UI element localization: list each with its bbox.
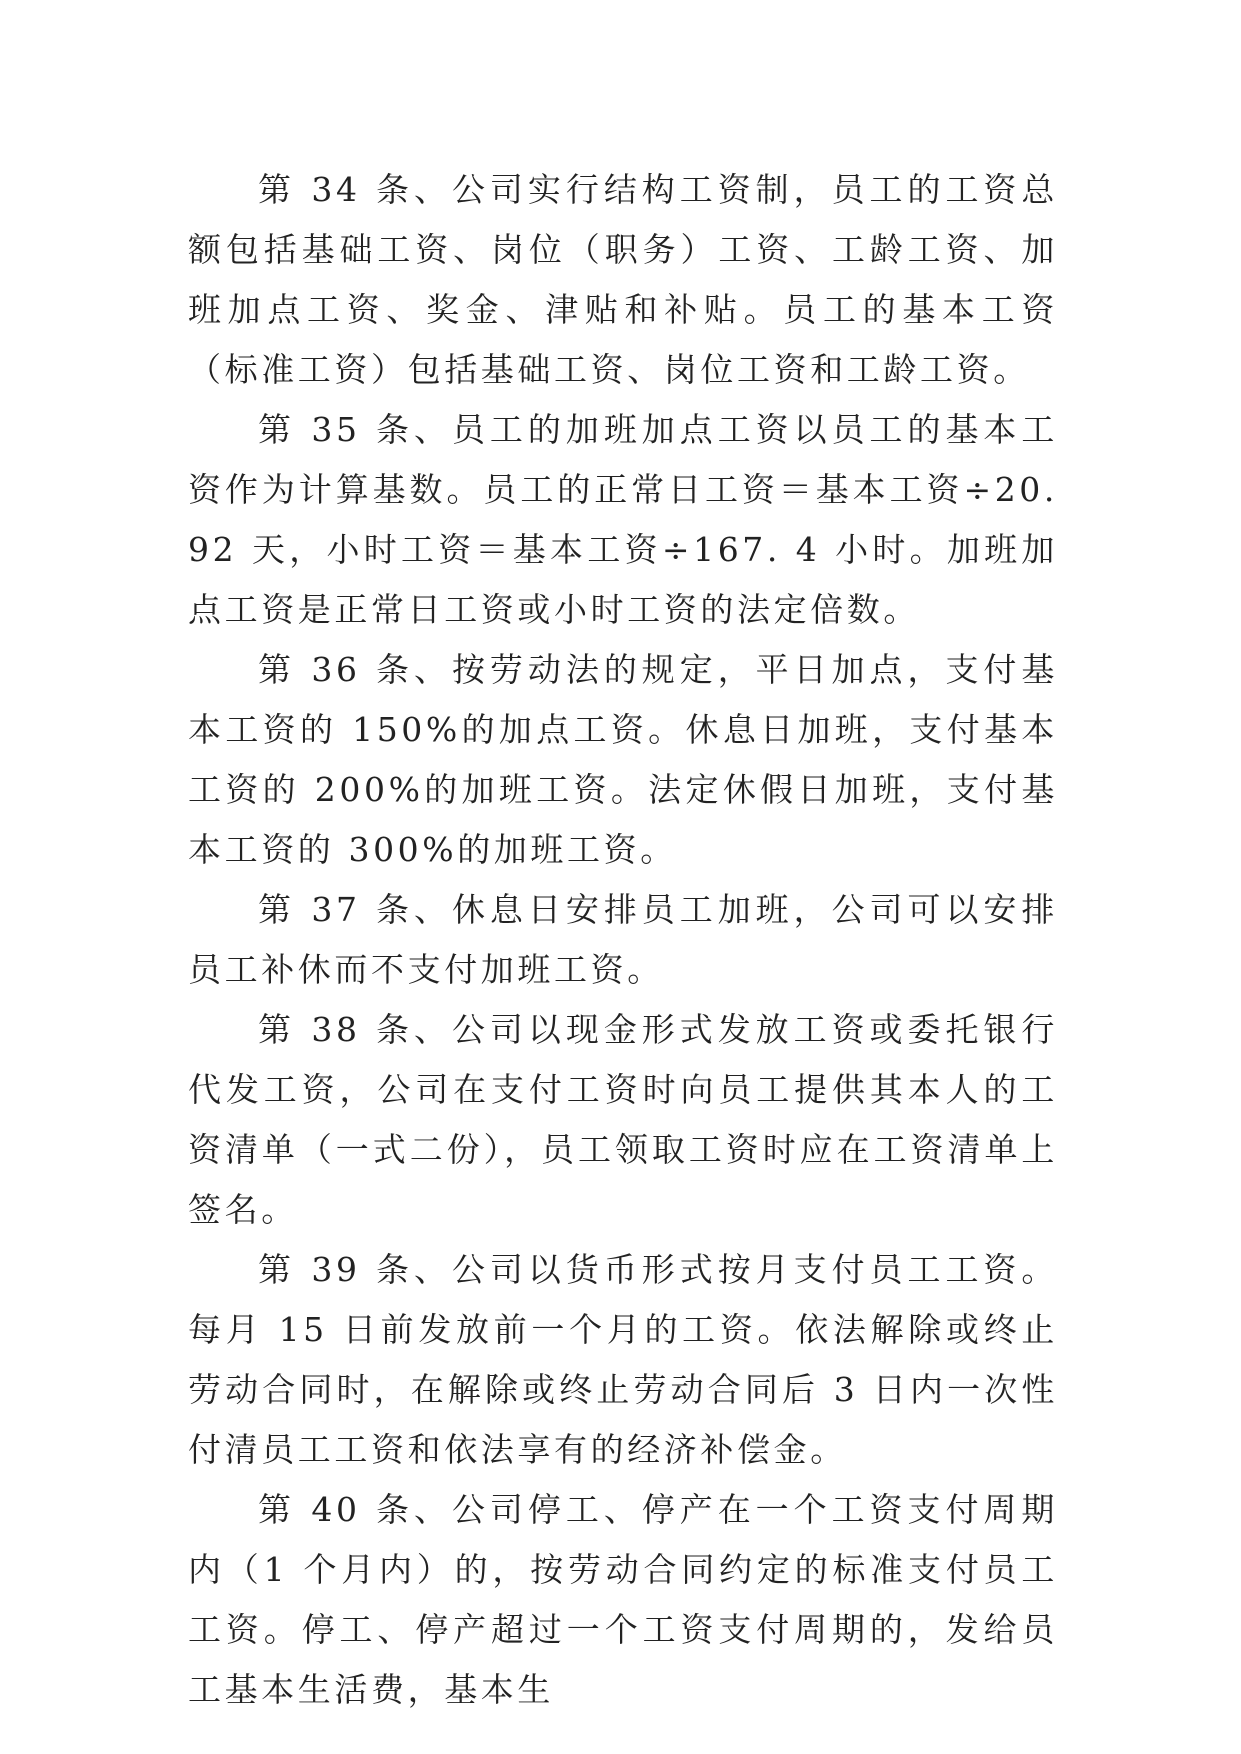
article-40-paragraph: 第 40 条、公司停工、停产在一个工资支付周期内（1 个月内）的，按劳动合同约定的标准支付员工工资。停工、停产超过一个工资支付周期的，发给员工基本生活费，基本生	[188, 1490, 1058, 1709]
document-body	[188, 160, 1058, 1720]
article-36-paragraph: 第 36 条、按劳动法的规定，平日加点，支付基本工资的 150%的加点工资。休息日加班，支付基本工资的 200%的加班工资。法定休假日加班，支付基本工资的 300%的加班工资。	[188, 650, 1058, 869]
article-39-paragraph: 第 39 条、公司以货币形式按月支付员工工资。每月 15 日前发放前一个月的工资。依法解除或终止劳动合同时，在解除或终止劳动合同后 3 日内一次性付清员工工资和依法享有的经济补偿金。	[188, 1250, 1058, 1469]
article-37-paragraph: 第 37 条、休息日安排员工加班，公司可以安排员工补休而不支付加班工资。	[188, 890, 1058, 989]
article-35-paragraph: 第 35 条、员工的加班加点工资以员工的基本工资作为计算基数。员工的正常日工资＝基本工资÷20. 92 天，小时工资＝基本工资÷167. 4 小时。加班加点工资是正常日工资或小时工资的法定倍数。	[188, 410, 1058, 629]
article-34-paragraph: 第 34 条、公司实行结构工资制，员工的工资总额包括基础工资、岗位（职务）工资、工龄工资、加班加点工资、奖金、津贴和补贴。员工的基本工资（标准工资）包括基础工资、岗位工资和工龄工资。	[188, 170, 1058, 389]
article-38-paragraph: 第 38 条、公司以现金形式发放工资或委托银行代发工资，公司在支付工资时向员工提供其本人的工资清单（一式二份），员工领取工资时应在工资清单上签名。	[188, 1010, 1058, 1229]
